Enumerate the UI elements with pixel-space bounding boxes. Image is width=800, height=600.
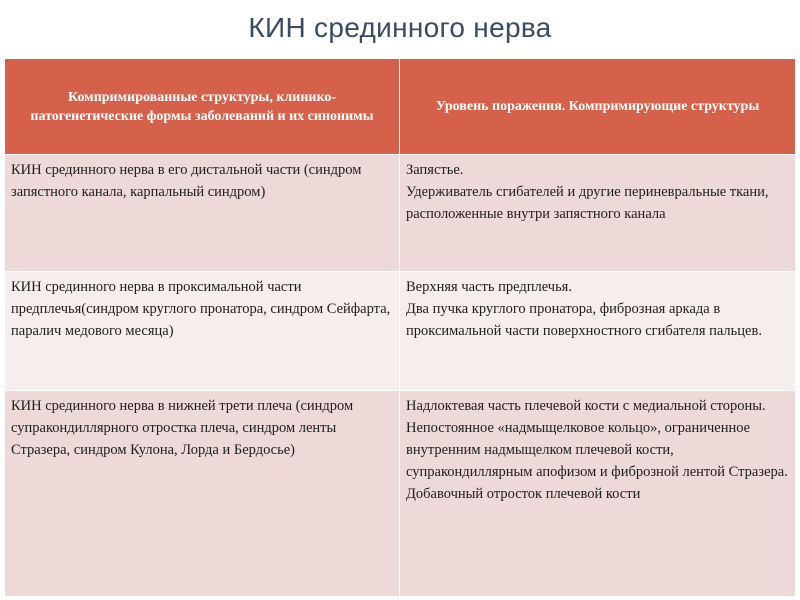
table-row [5,155,796,272]
header-level: Уровень поражения. Компримирующие структуры [400,59,796,155]
cell-level [400,272,796,391]
data-table [4,58,796,597]
cell-level [400,155,796,272]
compression-table [4,58,795,597]
level-description: Надлоктевая часть плечевой кости с медиальной стороны. Непостоянное «надмыщелковое кольцо», ограниченное внутренним надмыщелком плечевой кости, супракондиллярным апофизом и фиброзной лентой Стразера. Добавочный отросток плечевой кости [406,398,788,502]
level-description: Удерживатель сгибателей и другие периневральные ткани, расположенные внутри запястного канала [406,184,769,222]
level-heading: Запястье. [406,162,464,178]
page-title: КИН срединного нерва [248,12,552,43]
cell-structure: КИН срединного нерва в его дистальной части (синдром запястного канала, карпальный синдром) [5,155,400,272]
cell-structure: КИН срединного нерва в проксимальной части предплечья(синдром круглого пронатора, синдром Сейфарта, паралич медового месяца) [5,272,400,391]
table-row [5,391,796,597]
level-description: Два пучка круглого пронатора, фиброзная аркада в проксимальной части поверхностного сгибателя пальцев. [406,301,762,339]
table-row [5,272,796,391]
cell-level [400,391,796,597]
cell-structure: КИН срединного нерва в нижней трети плеча (синдром супракондиллярного отростка плеча, синдром ленты Стразера, синдром Кулона, Лорда и Бердосье) [5,391,400,597]
table-header-row [5,59,796,155]
header-structures: Компримированные структуры, клинико-патогенетические формы заболеваний и их синонимы [5,59,400,155]
level-heading: Верхняя часть предплечья. [406,279,572,295]
